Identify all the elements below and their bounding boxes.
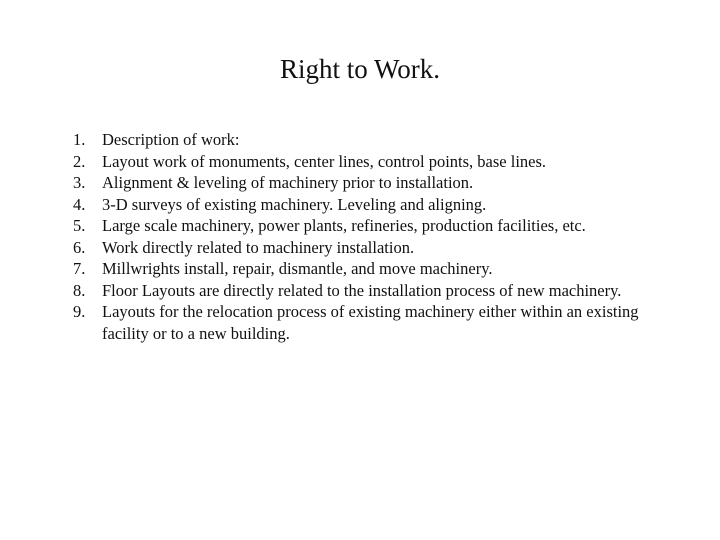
list-item <box>64 215 654 237</box>
list-item <box>64 194 654 216</box>
list-item-number: 1. <box>73 130 86 149</box>
list-item-text: Floor Layouts are directly related to the installation process of new machinery. <box>102 280 622 300</box>
list-item-text: Large scale machinery, power plants, refineries, production facilities, etc. <box>102 216 586 235</box>
list-item-number: 3. <box>73 173 86 192</box>
list-item <box>64 129 654 151</box>
list-item-text: Layouts for the relocation process of existing machinery either within an existing facility or to a new building. <box>102 302 639 343</box>
list-item <box>64 258 654 280</box>
list-item <box>64 237 654 259</box>
list-item-text: Description of work: <box>102 130 240 149</box>
list-item-number: 2. <box>73 151 86 171</box>
list-item-text: Work directly related to machinery installation. <box>102 237 415 257</box>
list-item-number: 9. <box>73 302 86 321</box>
slide-title: Right to Work. <box>279 54 441 84</box>
list-item <box>64 172 654 194</box>
list-item <box>64 280 654 302</box>
numbered-list <box>64 129 654 344</box>
list-item-text: Alignment & leveling of machinery prior to installation. <box>102 173 474 192</box>
list-item-text: Millwrights install, repair, dismantle, and move machinery. <box>102 259 493 278</box>
list-item <box>64 151 654 173</box>
list-item-number: 5. <box>73 216 86 235</box>
list-item-text: 3-D surveys of existing machinery. Leveling and aligning. <box>102 194 487 214</box>
list-item <box>64 301 654 344</box>
list-item-number: 8. <box>73 280 86 300</box>
list-item-number: 4. <box>73 194 86 214</box>
list-item-text: Layout work of monuments, center lines, control points, base lines. <box>102 151 547 171</box>
list-item-number: 6. <box>73 237 86 257</box>
list-item-number: 7. <box>73 259 86 278</box>
